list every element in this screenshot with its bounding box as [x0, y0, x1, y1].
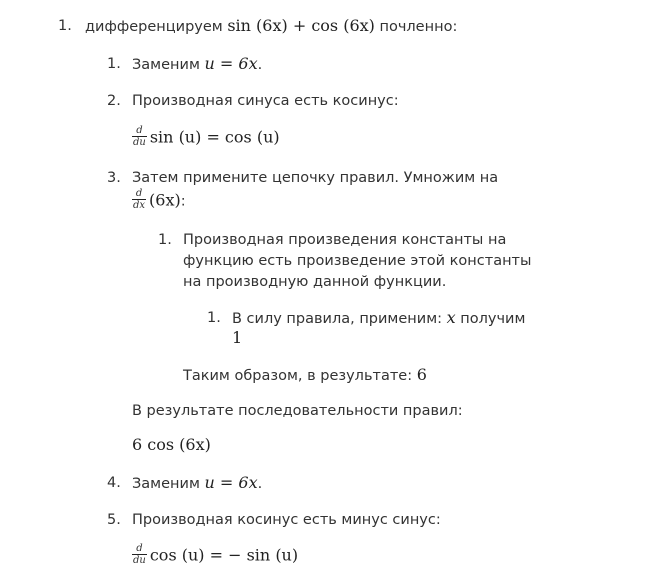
- step-1-text: [85, 16, 457, 37]
- fraction-numerator: d: [132, 125, 147, 137]
- step-1-3-1-line-1: Производная произведения константы на: [183, 232, 507, 248]
- step-1-3-formula: [132, 190, 186, 213]
- step-1-3-1-line-2: функцию есть произведение этой константы: [183, 253, 532, 269]
- derivative-d-du: [132, 543, 147, 566]
- derivative-d-du: [132, 125, 147, 148]
- fraction-denominator: dx: [133, 200, 146, 211]
- step-1-1-text: [132, 54, 262, 75]
- derivative-d-dx: [132, 188, 146, 211]
- chain-rule-result-label: В результате последовательности правил:: [132, 403, 463, 419]
- step-1-4-formula: u = 6x: [204, 473, 258, 492]
- rule-tail: получим: [460, 311, 526, 327]
- step-1-2-text: Производная синуса есть косинус:: [132, 93, 399, 109]
- fraction-numerator: d: [132, 543, 147, 555]
- step-1-4-end: .: [257, 476, 263, 492]
- step-1-3-expression: (6x): [149, 190, 181, 210]
- step-1-2-formula: [132, 127, 280, 150]
- result-line: [183, 365, 427, 386]
- step-1-3-1-1-number: 1.: [207, 310, 221, 326]
- fraction-denominator: du: [133, 137, 146, 148]
- rule-variable: x: [446, 308, 456, 327]
- step-1-4-label: Заменим: [132, 476, 200, 492]
- step-1-formula: sin (6x) + cos (6x): [227, 16, 375, 35]
- step-1-1-formula: u = 6x: [204, 54, 258, 73]
- step-1-4-number: 4.: [107, 475, 121, 491]
- step-1-3-number: 3.: [107, 170, 121, 186]
- step-1-label: дифференцируем: [85, 19, 223, 35]
- step-1-1-end: .: [257, 57, 263, 73]
- result-label: Таким образом, в результате:: [183, 368, 413, 384]
- step-1-2-expression: sin (u) = cos (u): [149, 127, 280, 147]
- rule-label: В силу правила, применим:: [232, 311, 443, 327]
- step-1-5-text: Производная косинус есть минус синус:: [132, 512, 441, 528]
- result-value: 6: [416, 365, 427, 384]
- step-1-5-formula: [132, 545, 298, 568]
- fraction-numerator: d: [132, 188, 146, 200]
- step-1-1-number: 1.: [107, 56, 121, 72]
- step-1-3-1-line-3: на производную данной функции.: [183, 274, 447, 290]
- step-1-4-text: [132, 473, 262, 494]
- step-1-3-text: Затем примените цепочку правил. Умножим на: [132, 170, 499, 186]
- step-1-3-1-number: 1.: [158, 232, 172, 248]
- step-1-5-expression: cos (u) = − sin (u): [149, 545, 299, 565]
- step-1-1-label: Заменим: [132, 57, 200, 73]
- step-1-number: 1.: [58, 18, 72, 34]
- step-1-5-number: 5.: [107, 512, 121, 528]
- step-1-3-end: :: [180, 193, 186, 210]
- fraction-denominator: du: [133, 555, 146, 566]
- rule-result: 1: [232, 328, 243, 347]
- step-1-2-number: 2.: [107, 93, 121, 109]
- chain-rule-result-formula: 6 cos (6x): [132, 435, 211, 454]
- step-1-tail: почленно:: [379, 19, 458, 35]
- step-1-3-1-1-text: [232, 308, 525, 329]
